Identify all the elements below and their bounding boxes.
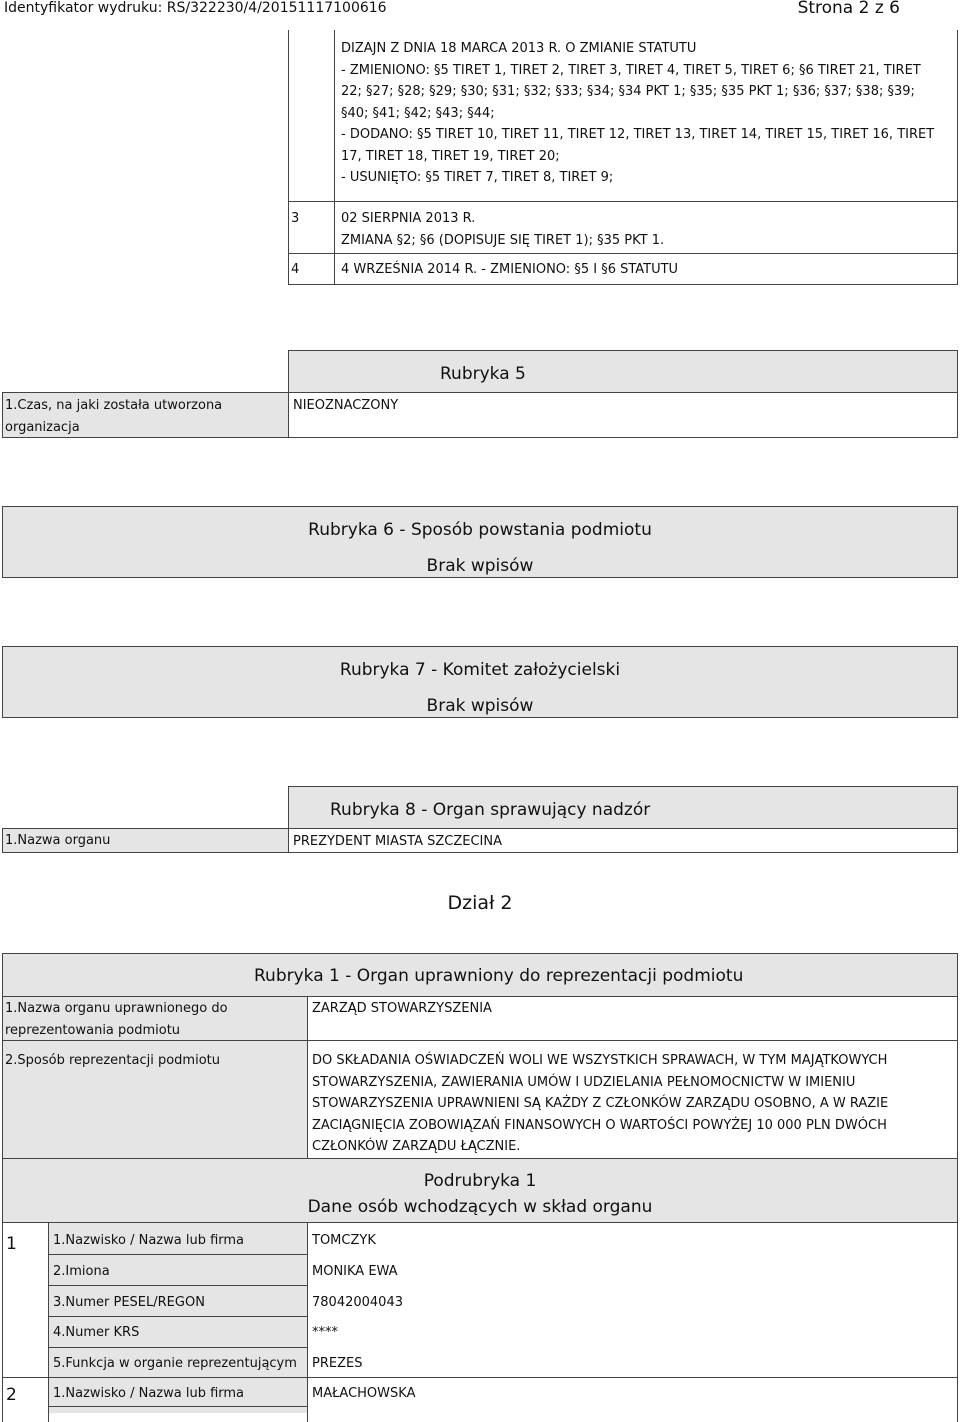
- rubryka-8-title: Rubryka 8 - Organ sprawujący nadzór: [330, 800, 651, 820]
- rubryka-8-value: PREZYDENT MIASTA SZCZECINA: [293, 834, 502, 849]
- representation-line: STOWARZYSZENIA, ZAWIERANIA UMÓW I UDZIELANIA PEŁNOMOCNICTW W IMIENIU: [312, 1074, 856, 1090]
- amendment-number: 3: [291, 211, 300, 226]
- print-identifier: Identyfikator wydruku: RS/322230/4/20151117100616: [4, 0, 387, 16]
- representation-line: CZŁONKÓW ZARZĄDU ŁĄCZNIE.: [312, 1139, 521, 1154]
- rubryka-6-note: Brak wpisów: [426, 556, 534, 576]
- rubryka-1-row2-value: [312, 1050, 888, 1158]
- person-row-label: 3.Numer PESEL/REGON: [53, 1295, 205, 1310]
- rubryka-1-row1-value: ZARZĄD STOWARZYSZENIA: [312, 1001, 492, 1016]
- page-number: Strona 2 z 6: [797, 0, 900, 18]
- rubryka-5-title: Rubryka 5: [440, 364, 526, 384]
- rubryka-7-title: Rubryka 7 - Komitet założycielski: [339, 660, 621, 680]
- rubryka-7-note: Brak wpisów: [426, 696, 534, 716]
- person-row-value: MONIKA EWA: [312, 1264, 398, 1279]
- representation-line: ZACIĄGNIĘCIA ZOBOWIĄZAŃ FINANSOWYCH O WARTOŚCI POWYŻEJ 10 000 PLN DWÓCH: [312, 1117, 887, 1133]
- rubryka-5-value: NIEOZNACZONY: [293, 398, 399, 413]
- rubryka-5-label: [5, 395, 222, 438]
- label-line: reprezentowania podmiotu: [5, 1022, 181, 1038]
- person-number: 1: [6, 1234, 17, 1254]
- amendment-line: - USUNIĘTO: §5 TIRET 7, TIRET 8, TIRET 9;: [341, 170, 614, 185]
- person-row-value: ****: [312, 1325, 338, 1340]
- person-row-value: PREZES: [312, 1356, 363, 1371]
- rubryka-8-label: 1.Nazwa organu: [5, 833, 111, 848]
- person-row-value: 78042004043: [312, 1295, 403, 1310]
- person-row-value: MAŁACHOWSKA: [312, 1386, 416, 1401]
- podrubryka-1-subtitle: Dane osób wchodzących w skład organu: [307, 1197, 653, 1217]
- person-row-label: 4.Numer KRS: [53, 1325, 140, 1340]
- amendment-line: 22; §27; §28; §29; §30; §31; §32; §33; §34; §34 PKT 1; §35; §35 PKT 1; §36; §37; §38; §39;: [341, 84, 915, 99]
- person-row-label: 5.Funkcja w organie reprezentującym: [53, 1356, 297, 1371]
- amendment-line: DIZAJN Z DNIA 18 MARCA 2013 R. O ZMIANIE STATUTU: [341, 41, 697, 56]
- rubryka-1-row2-label: 2.Sposób reprezentacji podmiotu: [5, 1053, 220, 1068]
- label-line: 1.Czas, na jaki została utworzona: [5, 398, 223, 413]
- person-row-label: 1.Nazwisko / Nazwa lub firma: [53, 1386, 245, 1401]
- amendment-entry-3-text: [341, 208, 664, 251]
- rubryka-1-row1-label: [5, 998, 228, 1041]
- dzial-2-title: Dział 2: [447, 892, 513, 914]
- amendment-line: §40; §41; §42; §43; §44;: [341, 105, 495, 121]
- amendment-line: - DODANO: §5 TIRET 10, TIRET 11, TIRET 12, TIRET 13, TIRET 14, TIRET 15, TIRET 16, TIRET: [341, 127, 935, 142]
- amendment-line: 02 SIERPNIA 2013 R.: [341, 211, 476, 226]
- representation-line: DO SKŁADANIA OŚWIADCZEŃ WOLI WE WSZYSTKICH SPRAWACH, W TYM MAJĄTKOWYCH: [312, 1053, 888, 1068]
- person-row-value: TOMCZYK: [312, 1233, 376, 1248]
- person-row-label: 1.Nazwisko / Nazwa lub firma: [53, 1233, 245, 1248]
- amendment-number: 4: [291, 262, 300, 277]
- amendment-entry-4-text: 4 WRZEŚNIA 2014 R. - ZMIENIONO: §5 I §6 STATUTU: [341, 262, 679, 277]
- rubryka-6-title: Rubryka 6 - Sposób powstania podmiotu: [308, 520, 652, 540]
- label-line: 1.Nazwa organu uprawnionego do: [5, 1001, 228, 1016]
- representation-line: STOWARZYSZENIA UPRAWNIENI SĄ KAŻDY Z CZŁONKÓW ZARZĄDU OSOBNO, A W RAZIE: [312, 1096, 889, 1111]
- label-line: organizacja: [5, 419, 80, 435]
- person-row-label: 2.Imiona: [53, 1264, 110, 1279]
- amendment-entry-2-text: [341, 38, 956, 189]
- amendment-line: 17, TIRET 18, TIRET 19, TIRET 20;: [341, 148, 560, 164]
- rubryka-1-title: Rubryka 1 - Organ uprawniony do reprezentacji podmiotu: [254, 966, 744, 986]
- person-number: 2: [6, 1385, 17, 1405]
- amendment-line: ZMIANA §2; §6 (DOPISUJE SIĘ TIRET 1); §35 PKT 1.: [341, 232, 665, 248]
- podrubryka-1-title: Podrubryka 1: [423, 1171, 537, 1191]
- rubryka-5-header: [288, 350, 958, 393]
- amendment-line: - ZMIENIONO: §5 TIRET 1, TIRET 2, TIRET 3, TIRET 4, TIRET 5, TIRET 6; §6 TIRET 21, TIRET: [341, 62, 921, 78]
